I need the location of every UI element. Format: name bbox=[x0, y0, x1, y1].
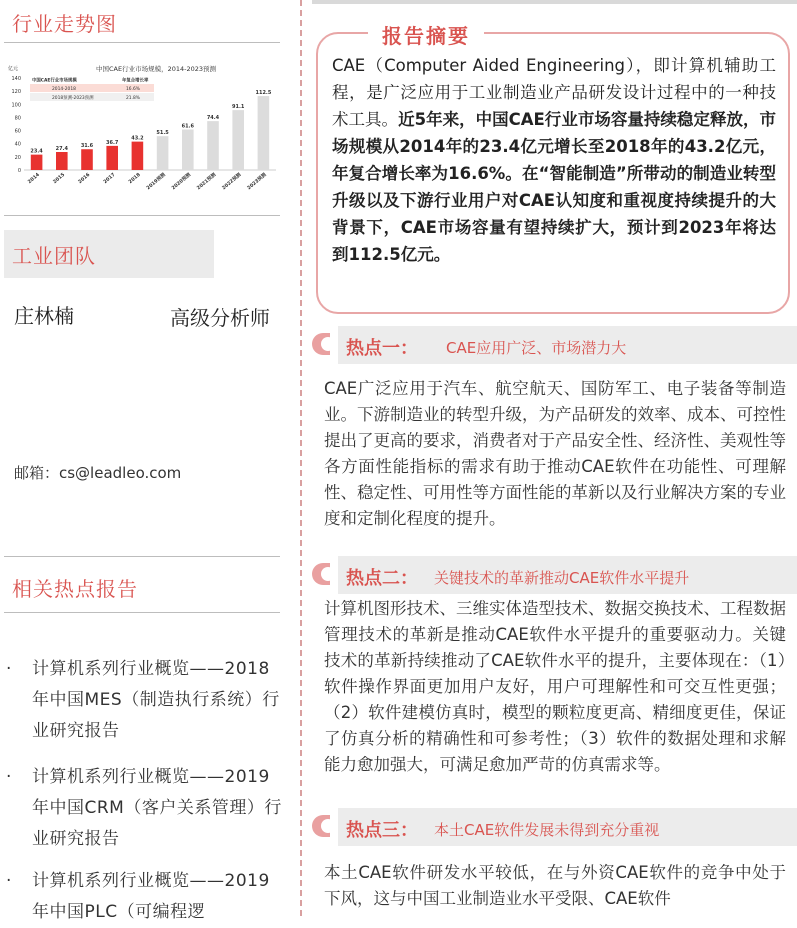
related-report-link[interactable] bbox=[6, 866, 286, 928]
analyst-role: 高级分析师 bbox=[170, 306, 270, 330]
bar-value-label: 74.4 bbox=[206, 115, 220, 122]
hotspot-header bbox=[312, 326, 797, 366]
chart-unit: 亿元 bbox=[8, 66, 19, 72]
hotspot-subtitle: 关键技术的革新推动CAE软件水平提升 bbox=[434, 569, 690, 587]
section-divider bbox=[4, 556, 280, 557]
hotspot-label: 热点二： bbox=[346, 568, 418, 589]
y-tick-label: 60 bbox=[14, 128, 21, 135]
y-tick-label: 20 bbox=[14, 154, 21, 161]
x-tick-label: 2020预测 bbox=[171, 172, 193, 192]
team-section-title: 工业团队 bbox=[12, 244, 96, 268]
y-tick-label: 0 bbox=[17, 168, 21, 174]
column-divider bbox=[300, 0, 302, 916]
section-divider bbox=[4, 215, 280, 216]
y-tick-label: 120 bbox=[11, 89, 21, 96]
bar-value-label: 27.4 bbox=[55, 145, 68, 152]
bar bbox=[258, 96, 270, 170]
top-strip bbox=[312, 0, 797, 4]
pill-icon bbox=[312, 333, 330, 355]
hotspot-label: 热点三： bbox=[346, 820, 418, 841]
bullet: · bbox=[6, 659, 12, 679]
abstract-text bbox=[332, 52, 776, 268]
bar-value-label: 36.7 bbox=[106, 139, 119, 146]
x-tick-label: 2015 bbox=[52, 172, 67, 186]
hotspot-body: CAE广泛应用于汽车、航空航天、国防军工、电子装备等制造业。下游制造业的转型升级，为产品研发的效率、成本、可控性提出了更高的要求，消费者对于产品安全性、经济性、美观性等各方面性能指标的需求有助于推动CAE软件在功能性、可理解性、稳定性、可用性等方面性能的革新以及行业解决方案的专业度和定制化程度的提升。 bbox=[324, 379, 786, 528]
hotspot-subtitle: CAE应用广泛、市场潜力大 bbox=[446, 339, 627, 357]
hotspot-header bbox=[312, 808, 797, 848]
x-tick-label: 2023预测 bbox=[246, 172, 268, 192]
analyst-email: 邮箱：cs@leadleo.com bbox=[14, 464, 182, 482]
y-tick-label: 140 bbox=[11, 76, 21, 82]
abstract-normal-text: CAE（Computer Aided Engineering），即计算机辅助工程，是广泛应用于工业制造业产品研发设计过程中的一种技术工具。 bbox=[332, 56, 776, 129]
bar bbox=[31, 155, 43, 170]
legend-cagr: 16.6% bbox=[126, 86, 140, 92]
x-tick-label: 2014 bbox=[27, 172, 41, 186]
bar bbox=[157, 136, 169, 170]
hotspot-header bbox=[312, 556, 797, 596]
related-report-link[interactable] bbox=[6, 654, 286, 747]
chart-svg bbox=[6, 58, 282, 208]
hotspot-subtitle: 本土CAE软件发展未得到充分重视 bbox=[434, 821, 660, 839]
hotspot-body: 计算机图形技术、三维实体造型技术、数据交换技术、工程数据管理技术的革新是推动CAE软件水平提升的重要驱动力。关键技术的革新持续推动了CAE软件水平的提升，主要体现在：（1）软件操作界面更加用户友好，用户可理解性和可交互性更强；（2）软件建模仿真时，模型的颗粒度更高、精细度更佳，保证了仿真分析的精确性和可参考性；（3）软件的数据处理和求解能力愈加强大，可满足愈加严苛的仿真需求等。 bbox=[324, 599, 786, 774]
bar-value-label: 112.5 bbox=[255, 90, 272, 97]
trend-section-title: 行业走势图 bbox=[12, 12, 117, 36]
bar-value-label: 31.6 bbox=[80, 143, 94, 150]
x-tick-label: 2016 bbox=[77, 172, 92, 186]
bar-value-label: 23.4 bbox=[30, 148, 43, 155]
bar bbox=[182, 130, 194, 170]
hotspot-label: 热点一： bbox=[346, 338, 418, 359]
bullet: · bbox=[6, 767, 12, 787]
related-report-link[interactable] bbox=[6, 762, 286, 855]
x-tick-label: 2022预测 bbox=[221, 172, 243, 192]
related-report-text: 计算机系列行业概览——2019年中国PLC（可编程逻 bbox=[32, 871, 270, 922]
bar-value-label: 51.5 bbox=[156, 130, 169, 137]
abstract-title: 报告摘要 bbox=[368, 20, 484, 49]
main-content bbox=[312, 0, 797, 916]
legend-cagr: 21.8% bbox=[126, 95, 140, 101]
section-divider bbox=[4, 612, 280, 613]
sidebar bbox=[0, 0, 300, 922]
pill-icon bbox=[312, 815, 330, 837]
market-size-chart bbox=[6, 58, 282, 208]
bar-value-label: 91.1 bbox=[232, 104, 245, 111]
legend-header: 中国CAE行业市场规模 bbox=[32, 78, 77, 84]
y-tick-label: 100 bbox=[11, 102, 21, 109]
bar-value-label: 43.2 bbox=[131, 135, 144, 142]
x-tick-label: 2017 bbox=[103, 172, 117, 186]
related-report-text: 计算机系列行业概览——2018年中国MES（制造执行系统）行业研究报告 bbox=[32, 659, 280, 741]
bar bbox=[132, 142, 144, 170]
legend-period: 2014-2018 bbox=[52, 86, 76, 92]
y-tick-label: 80 bbox=[14, 115, 21, 122]
x-tick-label: 2021预测 bbox=[196, 172, 218, 192]
legend-period: 2018预测-2023预测 bbox=[52, 95, 94, 101]
abstract-bold-text: 近5年来，中国CAE行业市场容量持续稳定释放，市场规模从2014年的23.4亿元增长至2018年的43.2亿元，年复合增长率为16.6%。在“智能制造”所带动的制造业转型升级以及下游行业用户对CAE认知度和重视度持续提升的大背景下，CAE市场容量有望持续扩大，预计到2023年将达到112.5亿元。 bbox=[332, 110, 776, 264]
chart-legend bbox=[30, 77, 154, 102]
analyst-name: 庄林楠 bbox=[14, 304, 74, 328]
team-section-header bbox=[4, 230, 214, 278]
bar bbox=[232, 110, 244, 170]
bar bbox=[106, 146, 118, 170]
pill-icon bbox=[312, 563, 330, 585]
legend-header: 年复合增长率 bbox=[122, 78, 149, 84]
bar-value-label: 61.6 bbox=[181, 123, 194, 130]
chart-title: 中国CAE行业市场规模，2014-2023预测 bbox=[95, 65, 217, 73]
bar bbox=[56, 152, 68, 170]
related-reports-title: 相关热点报告 bbox=[12, 577, 138, 601]
hotspot-body: 本土CAE软件研发水平较低，在与外资CAE软件的竞争中处于下风，这与中国工业制造业水平受限、CAE软件 bbox=[324, 863, 786, 908]
report-abstract-box bbox=[316, 24, 790, 314]
bar bbox=[207, 121, 219, 170]
related-report-text: 计算机系列行业概览——2019年中国CRM（客户关系管理）行业研究报告 bbox=[32, 767, 282, 849]
bullet: · bbox=[6, 871, 12, 891]
bar-group bbox=[27, 90, 272, 191]
bar bbox=[81, 149, 93, 170]
x-tick-label: 2018 bbox=[128, 172, 142, 186]
section-divider bbox=[4, 42, 280, 43]
y-tick-label: 40 bbox=[14, 141, 21, 148]
x-tick-label: 2019预测 bbox=[146, 172, 167, 192]
